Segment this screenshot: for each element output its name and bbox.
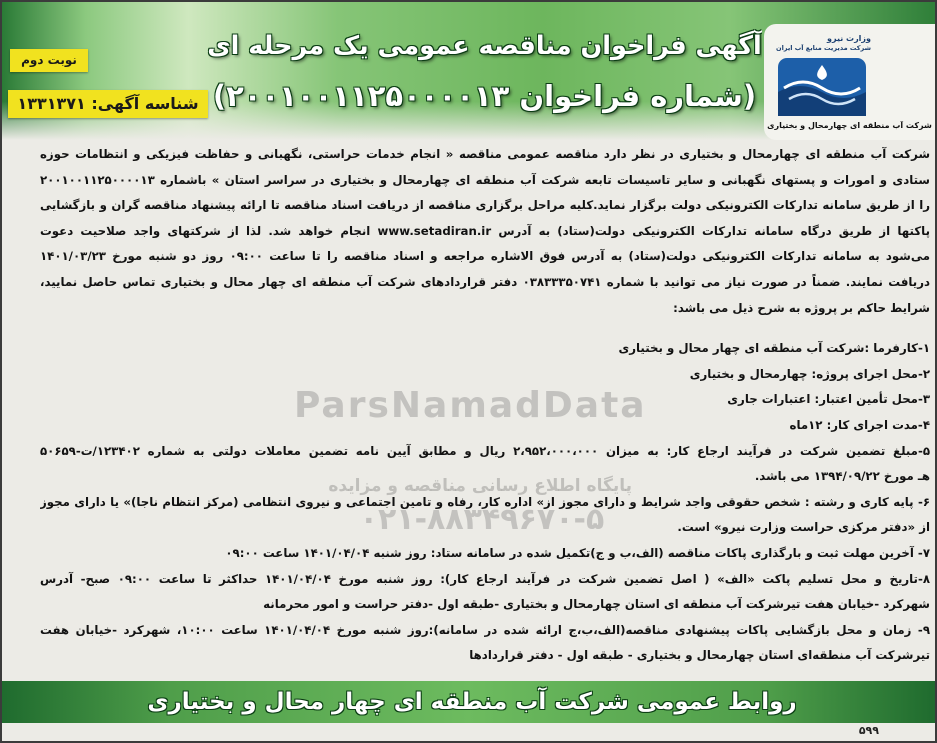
call-number: (شماره فراخوان ۲۰۰۱۰۰۱۱۲۵۰۰۰۰۱۳) [212,79,757,113]
watermark-phone: ۰۲۱-۸۸۳۴۹۶۷۰-۵ [359,502,605,537]
spacer [40,321,930,336]
condition-item: ۵-مبلغ تضمین شرکت در فرآیند ارجاع کار: به میزان ۲،۹۵۲،۰۰۰،۰۰۰ ریال و مطابق آیین نامه تضمین معاملات دولتی به شماره ۱۲۳۴۰۲/ت-۵۰۶۵۹ [40,443,930,458]
intro-line: را از طریق سامانه تدارکات الکترونیکی دولت برگزار نماید.کلیه مراحل برگزاری مناقصه از دریافت اسناد مناقصه تا ارائه پیشنهاد مناقصه گران و بازگشایی [40,198,930,213]
condition-item: ۶- پایه کاری و رشته : شخص حقوقی واجد شرایط و دارای مجوز از» اداره کار، رفاه و تامین اجتماعی و نیروی انتظامی (مرکز انتظام ناجا)» یا دارای مجوز [40,494,930,509]
header-banner [2,2,935,140]
condition-item-continuation: هـ مورخ ۱۳۹۴/۰۹/۲۲ می باشد. [754,469,930,484]
tender-body [40,142,930,669]
footer-text: روابط عمومی شرکت آب منطقه ای چهار محال و بختیاری [147,689,797,715]
condition-item: ۴-مدت اجرای کار: ۱۲ماه [789,417,930,432]
condition-item-continuation: از «دفتر مرکزی حراست وزارت نیرو» است. [677,520,930,535]
logo-ministry-text: وزارت نیرو [827,34,871,43]
intro-line: شرکت آب منطقه ای چهارمحال و بختیاری در نظر دارد مناقصه عمومی مناقصه « انجام خدمات حراستی، نگهبانی و حفاظت فیزیکی و انتظامات حوزه [40,147,930,161]
watermark-site: پایگاه اطلاع رسانی مناقصه و مزایده [328,476,632,496]
intro-line: دریافت نمایند. ضمناً در صورت نیاز می توانید با شماره ۰۳۸۳۳۳۵۰۷۴۱ دفتر قراردادهای شرکت آب منطقه ای چهار محال و بختیاری تماس حاصل نمایید، [40,274,930,289]
intro-line: می‌شود به سامانه تدارکات الکترونیکی دولت(ستاد) به آدرس فوق الاشاره مراجعه و اسناد مناقصه را تا ساعت ۰۹:۰۰ روز دو شنبه مورخ ۱۴۰۱/۰۳/۲۳ [40,249,930,264]
condition-item: ۲-محل اجرای پروژه: چهارمحال و بختیاری [689,366,930,381]
condition-item: ۸-تاریخ و محل تسلیم پاکت «الف» ( اصل تضمین شرکت در فرآیند ارجاع کار): روز شنبه مورخ ۱۴۰۱/۰۴/۰۴ حداکثر تا ساعت ۰۹:۰۰ صبح- آدرس [40,571,930,586]
intro-line: پاکتها از طریق درگاه سامانه تدارکات الکترونیکی دولت(ستاد) به آدرس www.setadiran.ir انجام خواهد شد. لذا از شرکتهای واجد صلاحیت دعوت [40,223,930,238]
page-title: آگهی فراخوان مناقصه عمومی یک مرحله ای [207,31,762,61]
logo-company-name: شرکت آب منطقه ای چهارمحال و بختیاری [767,121,932,130]
page-number: ۵۹۹ [858,724,879,737]
condition-item: ۱-کارفرما :شرکت آب منطقه ای چهار محال و بختیاری [618,341,930,356]
footer-banner [2,681,935,723]
condition-item: ۳-محل تأمین اعتبار: اعتبارات جاری [727,392,930,407]
intro-line: ستادی و امورات و پستهای نگهبانی و سایر تاسیسات تابعه شرکت آب منطقه ای چهارمحال و بختیاری در سراسر استان » باشماره ۲۰۰۱۰۰۱۱۲۵۰۰۰۰۱۳ [40,172,930,187]
condition-item: ۷- آخرین مهلت ثبت و بارگذاری پاکات مناقصه (الف،ب و ج)تکمیل شده در سامانه ستاد: روز شنبه ۱۴۰۱/۰۴/۰۴ ساعت ۰۹:۰۰ [225,545,930,560]
ad-id-badge: شناسه آگهی: ۱۳۳۱۳۷۱ [8,90,208,118]
round-badge: نوبت دوم [10,49,88,72]
condition-item-continuation: شهرکرد -خیابان هفت تیرشرکت آب منطقه ای استان چهارمحال و بختیاری -طبقه اول -دفتر حراست و امور محرمانه [263,597,930,612]
water-drop-wave-icon [778,58,866,116]
conditions-heading: شرایط حاکم بر پروژه به شرح ذیل می باشد: [673,300,930,315]
condition-item: ۹- زمان و محل بازگشایی پاکات پیشنهادی مناقصه(الف،ب،ج ارائه شده در سامانه):روز شنبه مورخ ۱۴۰۱/۰۴/۰۴ ساعت ۱۰:۰۰، شهرکرد -خیابان هفت [40,622,930,637]
logo-parent-text: شرکت مدیریت منابع آب ایران [776,44,871,52]
company-logo-block [764,24,935,140]
watermark-brand: ParsNamadData [294,385,647,426]
condition-item-continuation: تیرشرکت آب منطقه‌ای استان چهارمحال و بختیاری - طبقه اول - دفتر قراردادها [469,648,930,663]
